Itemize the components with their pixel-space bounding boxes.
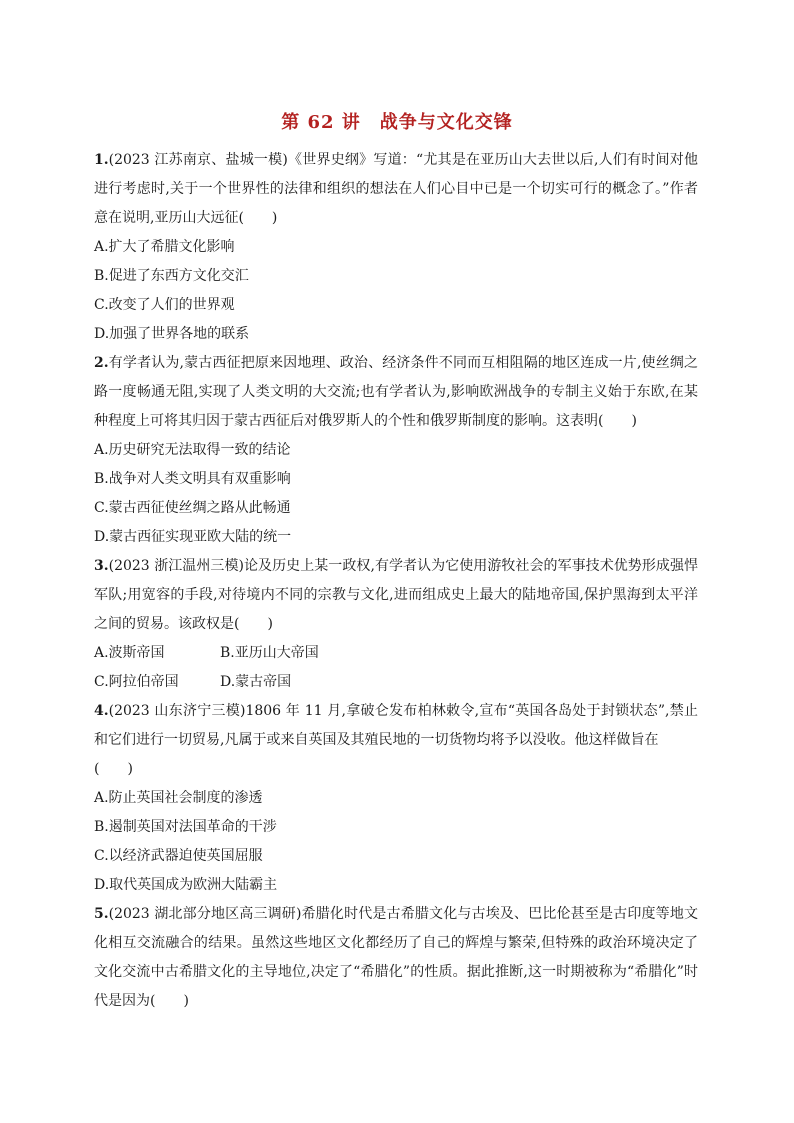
question-5 bbox=[94, 900, 698, 1016]
question-stem bbox=[94, 900, 698, 1016]
question-stem bbox=[94, 697, 698, 755]
option-d: D.加强了世界各地的联系 bbox=[94, 326, 250, 342]
option-a: A.历史研究无法取得一致的结论 bbox=[94, 442, 291, 458]
option-a: A.扩大了希腊文化影响 bbox=[94, 239, 235, 255]
option-b: B.促进了东西方文化交汇 bbox=[94, 268, 249, 284]
question-3 bbox=[94, 552, 698, 697]
option-a: A.防止英国社会制度的渗透 bbox=[94, 790, 263, 806]
question-1 bbox=[94, 146, 698, 349]
page-title: 第 62 讲 战争与文化交锋 bbox=[281, 112, 513, 133]
answer-blank: ( ) bbox=[94, 761, 133, 777]
question-number: 4. bbox=[94, 703, 109, 719]
question-text: (2023 江苏南京、盐城一模)《世界史纲》写道：“尤其是在亚历山大去世以后,人们有时间对他进行考虑时,关于一个世界性的法律和组织的想法在人们心目中已是一个切实可行的概念了。”作者意在说明,亚历山大远征( ) bbox=[94, 152, 698, 226]
question-text: (2023 浙江温州三模)论及历史上某一政权,有学者认为它使用游牧社会的军事技术优势形成强悍军队;用宽容的手段,对待境内不同的宗教与文化,进而组成史上最大的陆地帝国,保护黑海到太平洋之间的贸易。该政权是( ) bbox=[94, 558, 698, 632]
question-text: (2023 山东济宁三模)1806 年 11 月,拿破仑发布柏林敕令,宣布“英国各岛处于封锁状态”,禁止和它们进行一切贸易,凡属于或来自英国及其殖民地的一切货物均将予以没收。他这样做旨在 bbox=[94, 703, 698, 748]
question-stem bbox=[94, 146, 698, 233]
option-row bbox=[94, 639, 698, 668]
question-4 bbox=[94, 697, 698, 900]
option-b: B.战争对人类文明具有双重影响 bbox=[94, 471, 291, 487]
question-number: 1. bbox=[94, 152, 109, 168]
option-c: C.改变了人们的世界观 bbox=[94, 297, 235, 313]
question-stem bbox=[94, 552, 698, 639]
question-number: 2. bbox=[94, 355, 109, 371]
option-c: C.阿拉伯帝国 bbox=[94, 674, 179, 690]
option-b: B.遏制英国对法国革命的干涉 bbox=[94, 819, 277, 835]
question-2 bbox=[94, 349, 698, 552]
question-list bbox=[94, 146, 698, 1016]
question-stem bbox=[94, 349, 698, 436]
option-c: C.以经济武器迫使英国屈服 bbox=[94, 848, 263, 864]
option-d: D.蒙古西征实现亚欧大陆的统一 bbox=[94, 529, 292, 545]
option-b: B.亚历山大帝国 bbox=[220, 645, 319, 661]
question-text: 有学者认为,蒙古西征把原来因地理、政治、经济条件不同而互相阻隔的地区连成一片,使丝绸之路一度畅通无阻,实现了人类文明的大交流;也有学者认为,影响欧洲战争的专制主义始于东欧,在某种程度上可将其归因于蒙古西征后对俄罗斯人的个性和俄罗斯制度的影响。这表明( ) bbox=[94, 355, 698, 429]
option-row bbox=[94, 668, 698, 697]
option-c: C.蒙古西征使丝绸之路从此畅通 bbox=[94, 500, 291, 516]
question-text: (2023 湖北部分地区高三调研)希腊化时代是古希腊文化与古埃及、巴比伦甚至是古印度等地文化相互交流融合的结果。虽然这些地区文化都经历了自己的辉煌与繁荣,但特殊的政治环境决定了文化交流中古希腊文化的主导地位,决定了“希腊化”的性质。据此推断,这一时期被称为“希腊化”时代是因为( ) bbox=[94, 906, 698, 1009]
question-number: 5. bbox=[94, 906, 109, 922]
option-d: D.蒙古帝国 bbox=[220, 674, 292, 690]
option-a: A.波斯帝国 bbox=[94, 645, 165, 661]
question-number: 3. bbox=[94, 558, 109, 574]
option-d: D.取代英国成为欧洲大陆霸主 bbox=[94, 877, 278, 893]
